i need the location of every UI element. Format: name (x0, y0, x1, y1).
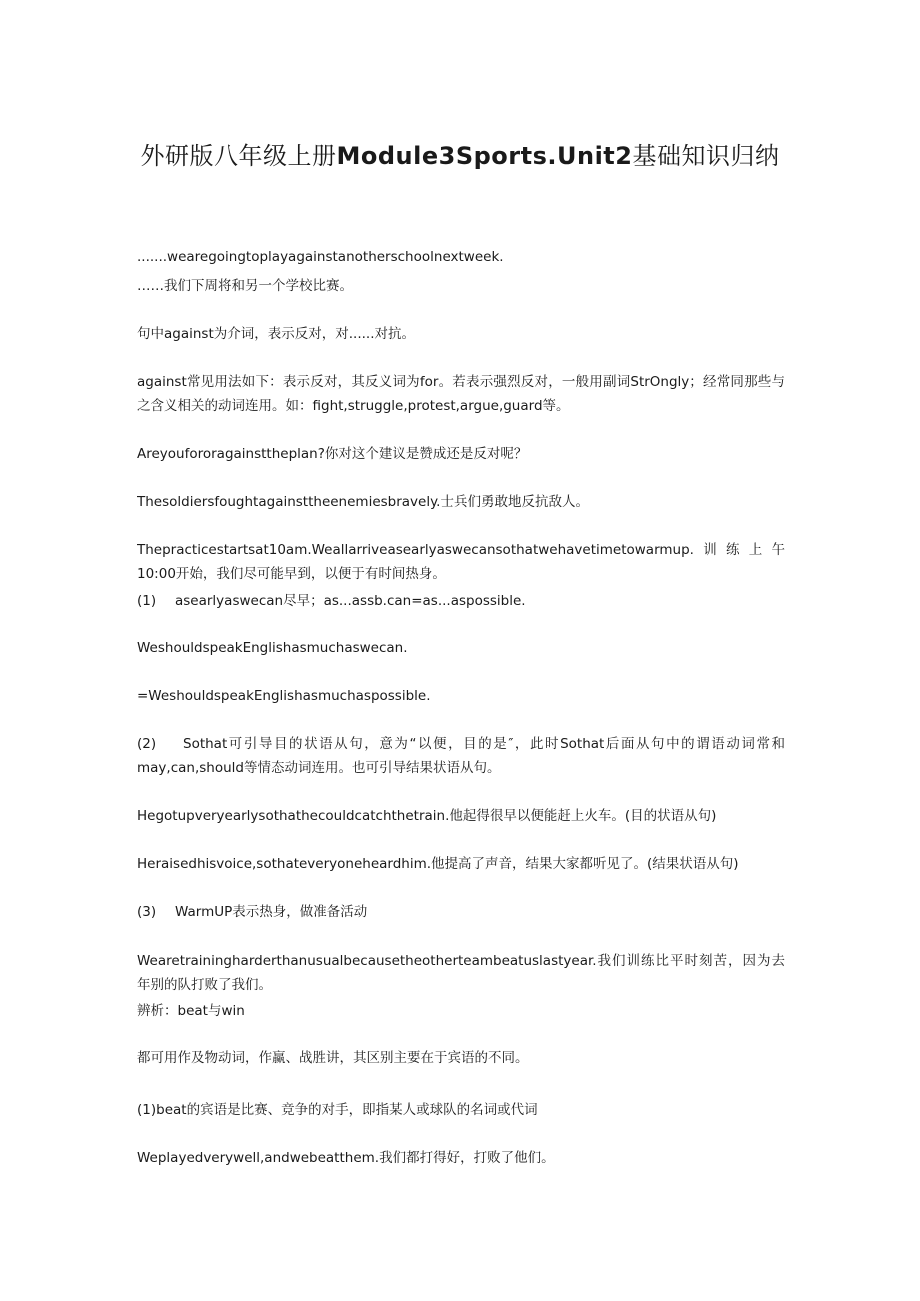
text-line: ……我们下周将和另一个学校比赛。 (137, 278, 353, 294)
text-line: .......wearegoingtoplayagainstanotherschoolnextweek. (137, 249, 504, 265)
numbered-item: (2) Sothat可引导目的状语从句，意为“以便，目的是″，此时Sothat后面从句中的谓语动词常和may,can,should等情态动词连用。也可引导结果状语从句。 (137, 732, 785, 780)
text-line: Areyoufororagainsttheplan?你对这个建议是赞成还是反对呢？ (137, 446, 528, 462)
text-line: WeshouldspeakEnglishasmuchaswecan. (137, 640, 408, 656)
text-line: 句中against为介词，表示反对，对......对抗。 (137, 326, 415, 342)
text-paragraph: Wearetrainingharderthanusualbecausetheotherteambeatuslastyear.我们训练比平时刻苦，因为去年别的队打败了我们。 (137, 953, 785, 993)
text-line: Weplayedverywell,andwebeatthem.我们都打得好，打败了他们。 (137, 1150, 555, 1166)
text-line: Thesoldiersfoughtagainsttheenemiesbravely.士兵们勇敢地反抗敌人。 (137, 494, 589, 510)
text-line: Hegotupveryearlysothathecouldcatchthetrain.他起得很早以便能赶上火车。(目的状语从句) (137, 808, 717, 824)
text-paragraph: Thepracticestartsat10am.Weallarriveasearlyaswecansothatwehavetimetowarmup.训练上午10:00开始，我们尽可能早到，以便于有时间热身。 (137, 542, 785, 582)
text-line: Heraisedhisvoice,sothateveryoneheardhim.他提高了声音，结果大家都听见了。(结果状语从句) (137, 856, 739, 872)
numbered-item: (1) asearlyaswecan尽早；as...assb.can=as...aspossible. (137, 589, 785, 613)
text-line: 辨析：beat与win (137, 1003, 245, 1019)
page-title: 外研版八年级上册Module3Sports.Unit2基础知识归纳 (140, 142, 780, 170)
text-line: (1)beat的宾语是比赛、竞争的对手，即指某人或球队的名词或代词 (137, 1102, 538, 1118)
numbered-item: (3) WarmUP表示热身，做准备活动 (137, 900, 785, 924)
text-line: 都可用作及物动词，作赢、战胜讲，其区别主要在于宾语的不同。 (137, 1050, 529, 1066)
text-line: =WeshouldspeakEnglishasmuchaspossible. (137, 688, 431, 704)
list-marker: (1) (137, 593, 157, 609)
list-marker: (2) (137, 736, 157, 752)
list-marker: (3) (137, 904, 157, 920)
text-paragraph: against常见用法如下：表示反对，其反义词为for。若表示强烈反对，一般用副词StrOngly；经常同那些与之含义相关的动词连用。如：fight,struggle,protest,argue,guard等。 (137, 374, 785, 414)
